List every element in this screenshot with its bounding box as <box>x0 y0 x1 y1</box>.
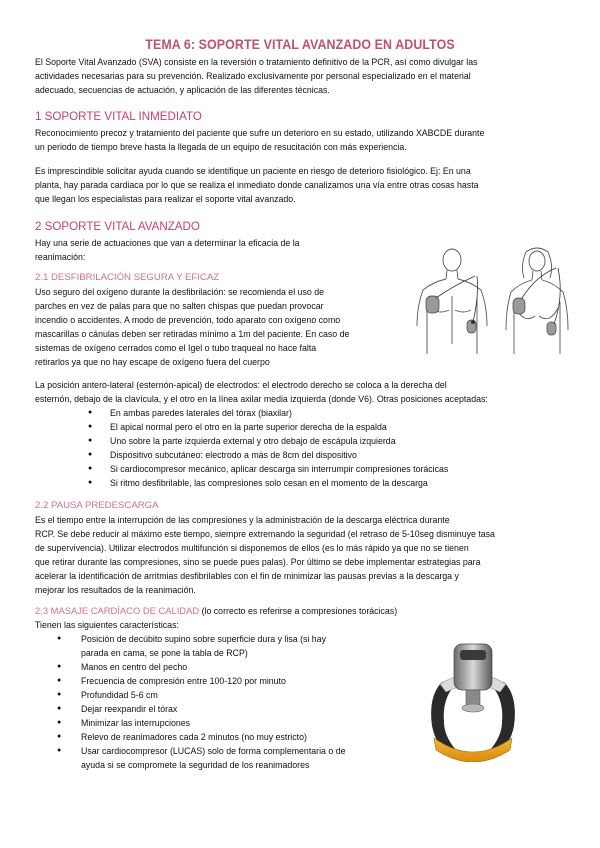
s22-line-6: mejorar los resultados de la reanimación. <box>35 585 196 595</box>
male-torso-electrodes-figure <box>413 246 491 358</box>
section-1-heading: 1 SOPORTE VITAL INMEDIATO <box>35 110 202 123</box>
s21-line-5: sistemas de oxígeno cerrados como el Igel o tubo traqueal no hace falta <box>35 343 317 353</box>
s1-p1-line-2: un periodo de tiempo breve hasta la llegada de un equipo de resucitación con más experiencia. <box>35 142 407 152</box>
compression-features-list <box>57 632 346 772</box>
lucas-device-figure <box>420 634 526 762</box>
s2-intro-line-1: Hay una serie de actuaciones que van a determinar la eficacia de la <box>35 238 300 248</box>
electrode-pad <box>426 296 439 313</box>
intro-line-1: El Soporte Vital Avanzado (SVA) consiste en la reversión o tratamiento definitivo de la PCR, así como divulgar las <box>35 57 478 67</box>
position-line-2: esternón, debajo de la clavícula, y el otro en la línea axilar media izquierda (donde V6). Otras posiciones aceptadas: <box>35 394 488 404</box>
list-item: ● Si cardiocompresor mecánico, aplicar descarga sin interrumpir compresiones torácicas <box>88 462 448 476</box>
s2-intro-line-2: reanimación: <box>35 252 86 262</box>
list-item: ● El apical normal pero el otro en la parte superior derecha de la espalda <box>88 420 448 434</box>
section-2-3-heading: 2.3 MASAJE CARDÍACO DE CALIDAD <box>35 605 200 616</box>
list-item: ● Relevo de reanimadores cada 2 minutos (no muy estricto) <box>57 730 346 744</box>
s21-line-6: retirarlos ya que no hay escape de oxígeno fuera del cuerpo <box>35 357 270 367</box>
electrode-pad <box>513 298 525 314</box>
s22-line-1: Es el tiempo entre la interrupción de las compresiones y la administración de la descarga eléctrica durante <box>35 515 450 525</box>
s21-line-4: mascarillas o cánulas deben ser retiradas mínimo a 1m del paciente. En caso de <box>35 329 350 339</box>
list-item: ● Dispositivo subcutáneo: electrodo a más de 8cm del dispositivo <box>88 448 448 462</box>
s22-line-4: que retirar durante las compresiones, sino se puede pues palas). Por último se debe implementar estrategias para <box>35 557 481 567</box>
position-line-1: La posición antero-lateral (esternón-apical) de electrodos: el electrodo derecho se coloca a la derecha del <box>35 380 447 390</box>
section-2-2-heading: 2.2 PAUSA PREDESCARGA <box>35 500 159 511</box>
s1-p2-line-1: Es imprescindible solicitar ayuda cuando se identifique un paciente en riesgo de deterioro fisiológico. Ej: En una <box>35 166 471 176</box>
list-item: ● Uno sobre la parte izquierda external y otro debajo de escápula izquierda <box>88 434 448 448</box>
s22-line-5: acelerar la identificación de arritmias desfibrilables con el fin de minimizar las pausas previas a la descarga y <box>35 571 459 581</box>
section-2-heading: 2 SOPORTE VITAL AVANZADO <box>35 220 200 233</box>
list-item-continuation: ayuda si se compromete la seguridad de los reanimadores <box>81 760 310 770</box>
list-item-continuation: parada en cama, se pone la tabla de RCP) <box>81 648 248 658</box>
s21-line-1: Uso seguro del oxígeno durante la desfibrilación: se recomienda el uso de <box>35 287 325 297</box>
electrode-positions-list <box>88 406 448 490</box>
section-2-3-note: (lo correcto es referirse a compresiones torácicas) <box>201 606 398 616</box>
list-item: ● Manos en centro del pecho <box>57 660 346 674</box>
s21-line-2: parches en vez de palas para que no salten chispas que puedan provocar <box>35 301 324 311</box>
list-item: ● Dejar reexpandir el tórax <box>57 702 346 716</box>
s22-line-3: de supervivencia). Utilizar electrodos multifunción si disponemos de ellos (es lo más rápido ya que no se tienen <box>35 543 469 553</box>
s1-p1-line-1: Reconocimiento precoz y tratamiento del paciente que sufre un deterioro en su estado, utilizando XABCDE durante <box>35 128 485 138</box>
list-item: ● En ambas paredes laterales del tórax (biaxilar) <box>88 406 448 420</box>
intro-line-3: adecuado, secuencias de actuación, y aplicación de las diferentes técnicas. <box>35 85 330 95</box>
intro-line-2: actividades necesarias para su prevención. Realizado exclusivamente por personal especializado en el material <box>35 71 471 81</box>
document-title: TEMA 6: SOPORTE VITAL AVANZADO EN ADULTOS <box>145 37 455 52</box>
s1-p2-line-2: planta, hay parada cardiaca por lo que se realiza el inmediato donde canalizamos una vía entre otras cosas hasta <box>35 180 479 190</box>
list-item: ● Minimizar las interrupciones <box>57 716 346 730</box>
section-2-1-heading: 2.1 DESFIBRILACIÓN SEGURA Y EFICAZ <box>35 272 220 283</box>
list-item: ● Posición de decúbito supino sobre superficie dura y lisa (si hay <box>57 632 346 646</box>
s23-intro: Tienen las siguientes características: <box>35 620 179 630</box>
female-torso-electrodes-figure <box>502 246 572 358</box>
electrode-pad <box>547 322 556 335</box>
s22-line-2: RCP. Se debe reducir al máximo este tiempo, siempre extremando la seguridad (el retraso de 5-10seg disminuye tasa <box>35 529 495 539</box>
s1-p2-line-3: que llegan los especialistas para realizar el soporte vital avanzado. <box>35 194 296 204</box>
s21-line-3: incendio o accidentes. A modo de prevención, todo aparato con oxígeno como <box>35 315 341 325</box>
list-item: ● Usar cardiocompresor (LUCAS) solo de forma complementaria o de <box>57 744 346 758</box>
list-item: ● Frecuencia de compresión entre 100-120 por minuto <box>57 674 346 688</box>
section-2-3-heading-row <box>35 604 397 618</box>
list-item: ● Profundidad 5-6 cm <box>57 688 346 702</box>
list-item: ● Si ritmo desfibrilable, las compresiones solo cesan en el momento de la descarga <box>88 476 448 490</box>
